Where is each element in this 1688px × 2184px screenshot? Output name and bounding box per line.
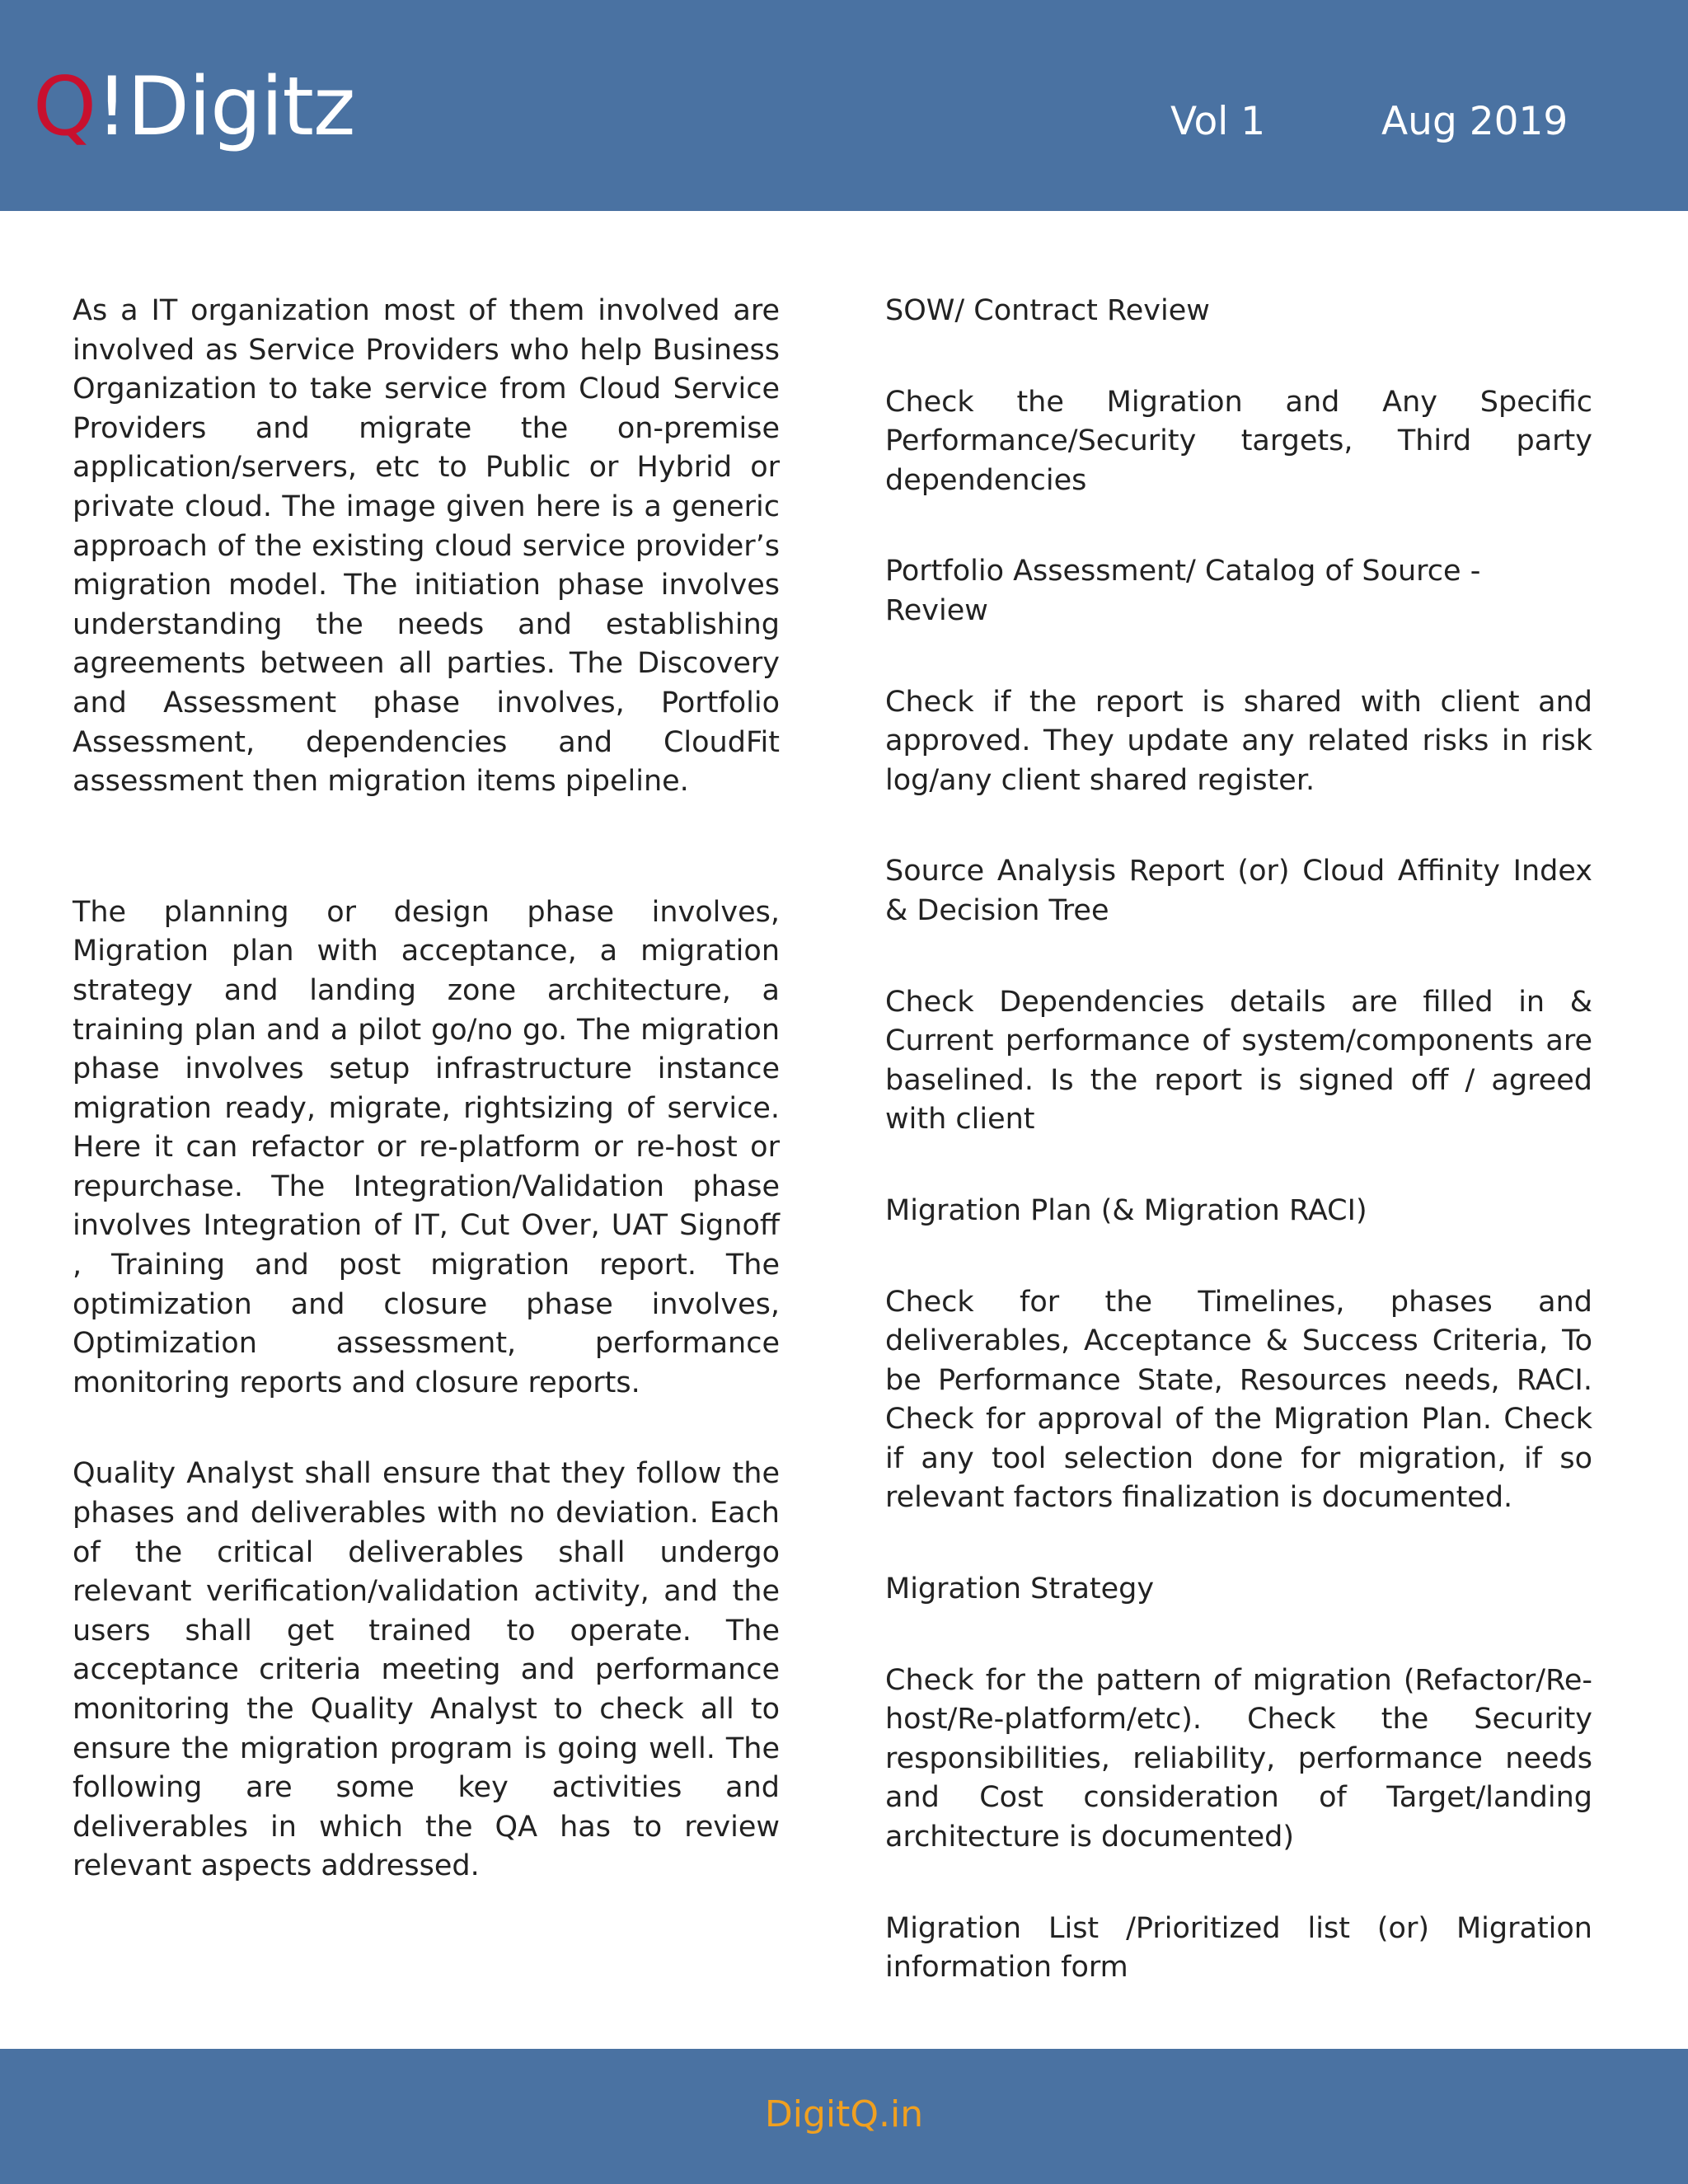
deliverable-heading: Migration List /Prioritized list (or) Migration information form (885, 1911, 1592, 1985)
website-link[interactable]: DigitQ.in (764, 2093, 924, 2135)
deliverable-heading: Portfolio Assessment/ Catalog of Source - Review (885, 555, 1481, 627)
intro-paragraph: As a IT organization most of them involved are involved as Service Providers who help Business Organization to take service from Cloud Service Providers and migrate the on-premise application/servers, etc to Public or Hybrid or private cloud. The image given here is a generic approach of the existing cloud service provider’s migration model. The initiation phase involves understanding the needs and establishing agreements between all parties. The Discovery and Assessment phase involves, Portfolio Assessment, dependencies and CloudFit assessment then migration items pipeline. (73, 294, 780, 799)
deliverable-check: Check the Migration and Any Specific Performance/Security targets, Third party dependencies (885, 385, 1592, 497)
page-header (0, 0, 1688, 211)
left-column (73, 292, 780, 1886)
deliverable-heading: SOW/ Contract Review (885, 294, 1210, 327)
logo-q: Q (33, 60, 96, 154)
volume-label: Vol 1 (1170, 99, 1266, 144)
brand-logo (33, 58, 354, 157)
logo-text: !Digitz (96, 60, 355, 154)
deliverable-check: Check Dependencies details are filled in & Current performance of system/components are baselined. Is the report is signed off / agreed with client (885, 985, 1592, 1137)
right-column (885, 292, 1592, 1988)
deliverable-heading: Migration Strategy (885, 1572, 1155, 1606)
deliverable-check: Check for the Timelines, phases and deliverables, Acceptance & Success Criteria, To be Performance State, Resources needs, RACI. Check for approval of the Migration Plan. Check if any tool selection done for migration, if so relevant factors finalization is documented. (885, 1285, 1592, 1515)
deliverable-check: Check if the report is shared with client and approved. They update any related risks in risk log/any client shared register. (885, 685, 1592, 797)
deliverable-heading: Source Analysis Report (or) Cloud Affinity Index & Decision Tree (885, 855, 1592, 927)
page-footer (0, 2049, 1688, 2184)
issue-date: Aug 2019 (1381, 99, 1568, 144)
qa-paragraph: Quality Analyst shall ensure that they follow the phases and deliverables with no deviation. Each of the critical deliverables shall undergo relevant verification/validation activity, and the users shall get trained to operate. The acceptance criteria meeting and performance monitoring the Quality Analyst to check all to ensure the migration program is going well. The following are some key activities and deliverables in which the QA has to review relevant aspects addressed. (73, 1457, 780, 1883)
deliverable-check: Check for the pattern of migration (Refactor/Re-host/Re-platform/etc). Check the Security responsibilities, reliability, performance needs and Cost consideration of Target/landing architecture is documented) (885, 1663, 1592, 1854)
deliverable-heading: Migration Plan (& Migration RACI) (885, 1193, 1367, 1227)
phases-paragraph: The planning or design phase involves, Migration plan with acceptance, a migration strategy and landing zone architecture, a training plan and a pilot go/no go. The migration phase involves setup infrastructure instance migration ready, migrate, rightsizing of service. Here it can refactor or re-platform or re-host or repurchase. The Integration/Validation phase involves Integration of IT, Cut Over, UAT Signoff , Training and post migration report. The optimization and closure phase involves, Optimization assessment, performance monitoring reports and closure reports. (73, 895, 780, 1399)
